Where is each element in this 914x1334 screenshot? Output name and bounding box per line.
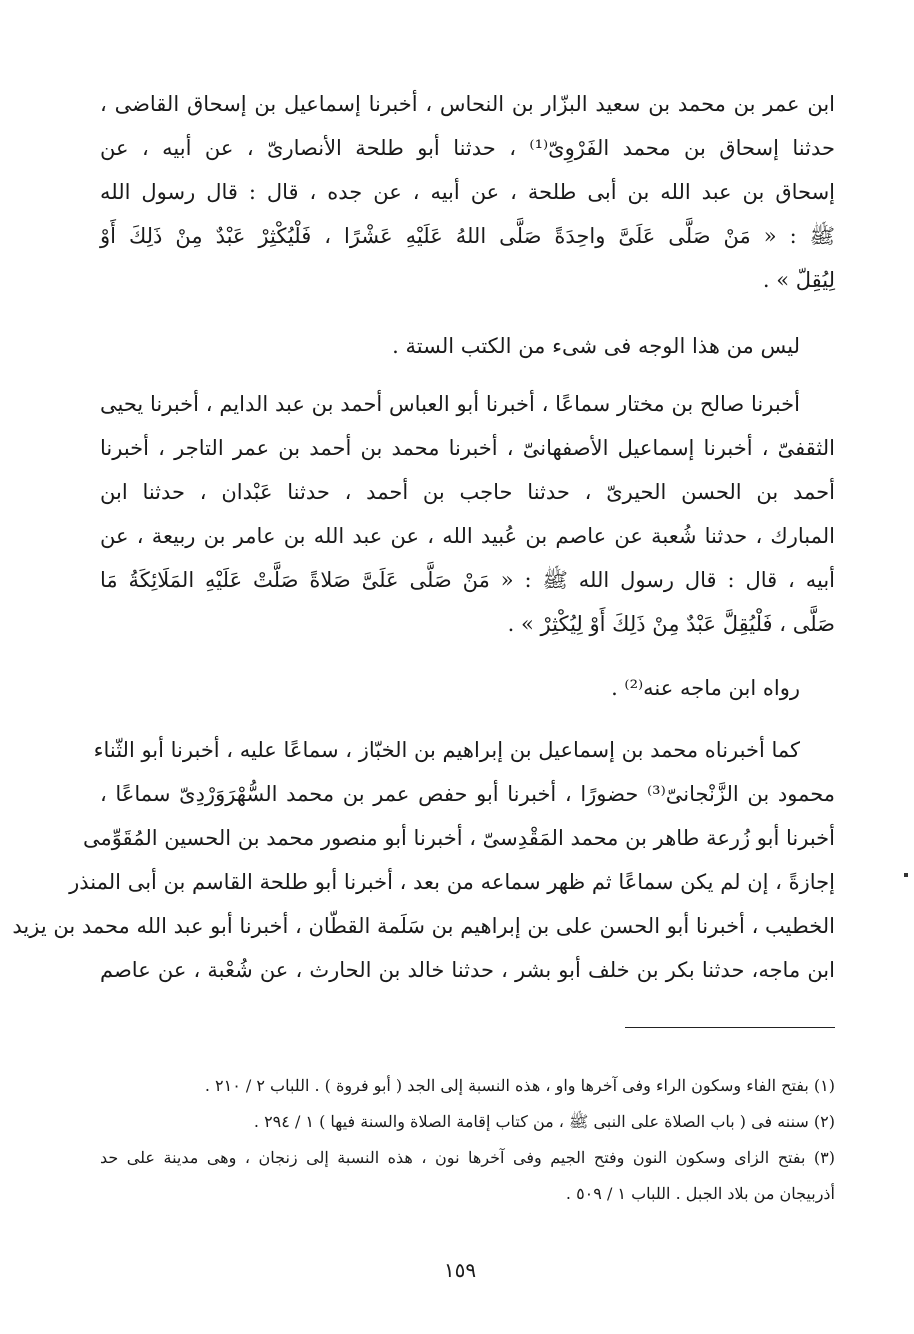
text-line: ليس من هذا الوجه فى شىء من الكتب الستة . <box>392 334 800 358</box>
footnote-2: (٢) سننه فى ( باب الصلاة على النبى ﷺ ، من كتاب إقامة الصلاة والسنة فيها ) ١ / ٢٩٤ . <box>253 1112 835 1131</box>
paragraph-3 <box>100 382 835 646</box>
text-line: صَلَّى ، فَلْيُقِلَّ عَبْدٌ مِنْ ذَلِكَ أَوْ لِيُكْثِرْ » . <box>507 612 835 636</box>
text-line: أبيه ، قال : قال رسول الله ﷺ : « مَنْ صَلَّى عَلَىَّ صَلاةً صَلَّتْ عَلَيْهِ المَلَائِكَةُ مَا <box>100 568 835 592</box>
page-number: ١٥٩ <box>443 1258 477 1282</box>
paragraph-2 <box>100 324 835 368</box>
text-line: كما أخبرناه محمد بن إسماعيل بن إبراهيم بن الخبّاز ، سماعًا عليه ، أخبرنا أبو الثّناء <box>93 738 800 762</box>
text-line: المبارك ، حدثنا شُعبة عن عاصم بن عُبيد الله ، عن عبد الله بن عامر بن ربيعة ، عن <box>100 524 835 548</box>
text-line: لِيُقِلّ » . <box>762 268 835 292</box>
footnote-1: (١) بفتح الفاء وسكون الراء وفى آخرها واو ، هذه النسبة إلى الجد ( أبو فروة ) . اللباب ٢ / ٢١٠ . <box>204 1076 835 1095</box>
text-line: إجازةً ، إن لم يكن سماعًا ثم ظهر سماعه من بعد ، أخبرنا أبو طلحة القاسم بن أبى المنذر <box>69 870 835 894</box>
text-line: الخطيب ، أخبرنا أبو الحسن على بن إبراهيم بن سَلَمة القطّان ، أخبرنا أبو عبد الله محمد بن يزيد <box>12 914 835 938</box>
text-line: ابن عمر بن محمد بن سعيد البزّار بن النحاس ، أخبرنا إسماعيل بن إسحاق القاضى ، <box>100 92 835 116</box>
text-line: أحمد بن الحسن الحيرىّ ، حدثنا حاجب بن أحمد ، حدثنا عَبْدان ، حدثنا ابن <box>100 480 835 504</box>
text-line: الثقفىّ ، أخبرنا إسماعيل الأصفهانىّ ، أخبرنا محمد بن أحمد بن عمر التاجر ، أخبرنا <box>100 436 835 460</box>
footnote-3: (٣) بفتح الزاى وسكون النون وفتح الجيم وفى آخرها نون ، هذه النسبة إلى زنجان ، وهى مدينة على حد <box>100 1148 835 1167</box>
text-line: أخبرنا أبو زُرعة طاهر بن محمد المَقْدِسىّ ، أخبرنا أبو منصور محمد بن الحسين المُقَوِّمى <box>82 826 835 850</box>
text-line: محمود بن الزَّنْجانىّ⁽³⁾ حضورًا ، أخبرنا أبو حفص عمر بن محمد السُّهْرَوَرْدِىّ سماعًا ، <box>100 782 835 806</box>
text-line: ﷺ : « مَنْ صَلَّى عَلَىَّ واحِدَةً صَلَّى اللهُ عَلَيْهِ عَشْرًا ، فَلْيُكْثِرْ عَبْدٌ مِنْ ذَلِكَ أَوْ <box>100 224 835 248</box>
text-line: حدثنا إسحاق بن محمد الفَرْوِىّ⁽¹⁾ ، حدثنا أبو طلحة الأنصارىّ ، عن أبيه ، عن <box>100 136 835 160</box>
text-line: رواه ابن ماجه عنه⁽²⁾ . <box>611 676 800 700</box>
paragraph-4 <box>100 666 835 710</box>
footnotes <box>100 1068 835 1212</box>
text-line: ابن ماجه، حدثنا بكر بن خلف أبو بشر ، حدثنا خالد بن الحارث ، عن شُعْبة ، عن عاصم <box>100 958 835 982</box>
paragraph-1 <box>100 82 835 302</box>
paragraph-5 <box>12 728 835 992</box>
footnote-divider <box>625 1027 835 1028</box>
text-line: أخبرنا صالح بن مختار سماعًا ، أخبرنا أبو العباس أحمد بن عبد الدايم ، أخبرنا يحيى <box>100 392 800 416</box>
footnote-3-continued: أذربيجان من بلاد الجبل . اللباب ١ / ٥٠٩ . <box>565 1184 835 1203</box>
margin-dot <box>904 873 908 877</box>
text-line: إسحاق بن عبد الله بن أبى طلحة ، عن أبيه ، عن جده ، قال : قال رسول الله <box>100 180 835 204</box>
